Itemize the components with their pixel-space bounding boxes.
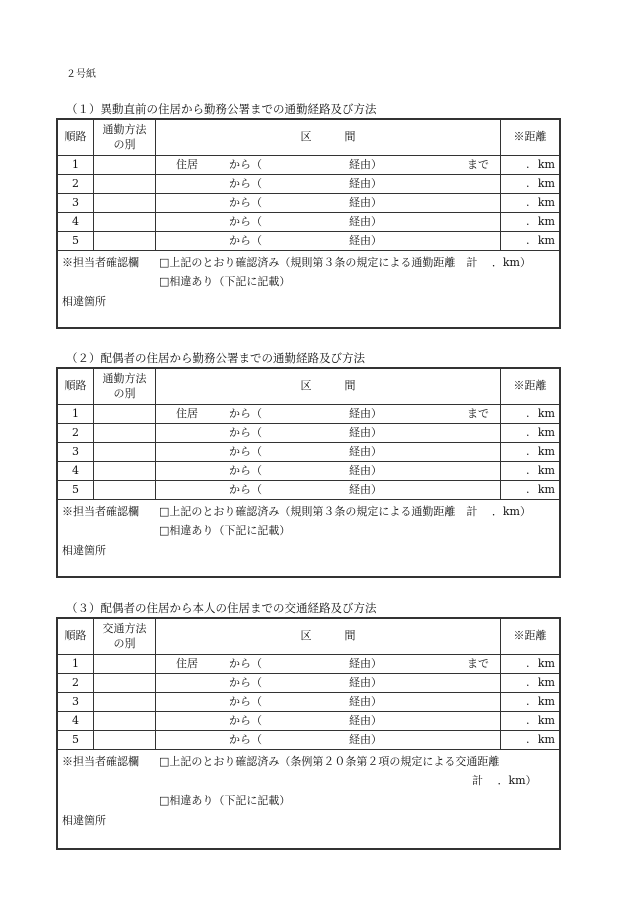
route-number: 1 xyxy=(58,405,94,423)
km-unit: km xyxy=(537,196,555,209)
via-label: 経由） xyxy=(349,426,382,439)
from-label: から（ xyxy=(229,407,262,420)
table-row xyxy=(58,424,559,443)
section-cell[interactable] xyxy=(156,655,501,673)
confirmed-checkbox-line[interactable]: □上記のとおり確認済み（規則第３条の規定による通勤距離 計 ．km） xyxy=(159,256,531,269)
header-method-line1: 通勤方法 xyxy=(102,371,147,385)
header-method xyxy=(94,369,156,404)
confirmation-box xyxy=(58,251,559,327)
from-label: から（ xyxy=(229,695,262,708)
via-label: 経由） xyxy=(349,464,382,477)
section-cell[interactable] xyxy=(156,232,501,250)
method-cell[interactable] xyxy=(94,424,156,442)
table-row xyxy=(58,194,559,213)
confirmation-label: ※担当者確認欄 xyxy=(62,755,139,768)
table-row xyxy=(58,693,559,712)
decimal-point: . xyxy=(526,676,530,689)
header-method xyxy=(94,619,156,654)
section-cell[interactable] xyxy=(156,194,501,212)
km-unit: km xyxy=(537,695,555,708)
form-number: ２号紙 xyxy=(66,69,96,80)
km-unit: km xyxy=(537,483,555,496)
from-label: から（ xyxy=(229,464,262,477)
from-label: から（ xyxy=(229,445,262,458)
table-row xyxy=(58,655,559,674)
section-cell[interactable] xyxy=(156,462,501,480)
residence-label: 住居 xyxy=(176,407,198,420)
method-cell[interactable] xyxy=(94,462,156,480)
method-cell[interactable] xyxy=(94,232,156,250)
difference-location-label: 相違箇所 xyxy=(62,544,106,557)
route-number: 4 xyxy=(58,213,94,231)
distance-cell[interactable] xyxy=(501,731,559,749)
header-route-no: 順路 xyxy=(58,619,94,654)
decimal-point: . xyxy=(526,714,530,727)
decimal-point: . xyxy=(526,215,530,228)
route-number: 5 xyxy=(58,731,94,749)
to-label: まで xyxy=(467,158,489,171)
via-label: 経由） xyxy=(349,657,382,670)
km-unit: km xyxy=(537,158,555,171)
km-unit: km xyxy=(537,464,555,477)
table-header-row xyxy=(58,369,559,405)
table-row xyxy=(58,674,559,693)
route-number: 4 xyxy=(58,462,94,480)
header-method-line1: 交通方法 xyxy=(102,621,147,635)
km-unit: km xyxy=(537,234,555,247)
via-label: 経由） xyxy=(349,714,382,727)
section-title: （２）配偶者の住居から勤務公署までの通勤経路及び方法 xyxy=(66,351,365,365)
km-unit: km xyxy=(537,177,555,190)
header-method-line2: の別 xyxy=(113,137,136,151)
via-label: 経由） xyxy=(349,407,382,420)
distance-cell[interactable] xyxy=(501,194,559,212)
from-label: から（ xyxy=(229,177,262,190)
via-label: 経由） xyxy=(349,215,382,228)
decimal-point: . xyxy=(526,464,530,477)
method-cell[interactable] xyxy=(94,693,156,711)
method-cell[interactable] xyxy=(94,712,156,730)
method-cell[interactable] xyxy=(94,175,156,193)
from-label: から（ xyxy=(229,714,262,727)
decimal-point: . xyxy=(526,234,530,247)
decimal-point: . xyxy=(526,196,530,209)
via-label: 経由） xyxy=(349,177,382,190)
from-label: から（ xyxy=(229,234,262,247)
decimal-point: . xyxy=(526,158,530,171)
table-header-row xyxy=(58,619,559,655)
difference-checkbox-line[interactable]: □相違あり（下記に記載） xyxy=(159,524,291,537)
difference-checkbox-line[interactable]: □相違あり（下記に記載） xyxy=(159,275,291,288)
header-distance: ※距離 xyxy=(513,130,547,144)
from-label: から（ xyxy=(229,483,262,496)
section-cell[interactable] xyxy=(156,175,501,193)
km-unit: km xyxy=(537,445,555,458)
distance-cell[interactable] xyxy=(501,674,559,692)
distance-cell[interactable] xyxy=(501,405,559,423)
header-method-line2: の別 xyxy=(113,386,136,400)
section-cell[interactable] xyxy=(156,424,501,442)
header-method-line1: 通勤方法 xyxy=(102,122,147,136)
route-number: 4 xyxy=(58,712,94,730)
method-cell[interactable] xyxy=(94,405,156,423)
table-row xyxy=(58,213,559,232)
table-row xyxy=(58,443,559,462)
section-cell[interactable] xyxy=(156,443,501,461)
decimal-point: . xyxy=(526,407,530,420)
route-table xyxy=(56,118,561,329)
section-cell[interactable] xyxy=(156,213,501,231)
difference-checkbox-line[interactable]: □相違あり（下記に記載） xyxy=(159,794,291,807)
route-number: 1 xyxy=(58,156,94,174)
header-method-line2: の別 xyxy=(113,636,136,650)
table-row xyxy=(58,731,559,750)
difference-location-label: 相違箇所 xyxy=(62,814,106,827)
distance-cell[interactable] xyxy=(501,655,559,673)
method-cell[interactable] xyxy=(94,481,156,499)
header-method xyxy=(94,120,156,155)
header-route-no: 順路 xyxy=(58,369,94,404)
km-unit: km xyxy=(537,426,555,439)
via-label: 経由） xyxy=(349,676,382,689)
header-section: 区 間 xyxy=(156,619,501,654)
section-title: （１）異動直前の住居から勤務公署までの通勤経路及び方法 xyxy=(66,102,377,116)
distance-cell[interactable] xyxy=(501,424,559,442)
header-section: 区 間 xyxy=(156,120,501,155)
confirmation-box xyxy=(58,750,559,848)
confirmation-label: ※担当者確認欄 xyxy=(62,505,139,518)
via-label: 経由） xyxy=(349,695,382,708)
table-header-row xyxy=(58,120,559,156)
decimal-point: . xyxy=(526,733,530,746)
difference-location-label: 相違箇所 xyxy=(62,295,106,308)
confirmed-checkbox-line[interactable]: □上記のとおり確認済み（条例第２０条第２項の規定による交通距離 xyxy=(159,755,500,768)
distance-cell[interactable] xyxy=(501,156,559,174)
distance-cell[interactable] xyxy=(501,693,559,711)
route-number: 2 xyxy=(58,674,94,692)
section-cell[interactable] xyxy=(156,674,501,692)
to-label: まで xyxy=(467,407,489,420)
from-label: から（ xyxy=(229,733,262,746)
confirmation-box xyxy=(58,500,559,576)
from-label: から（ xyxy=(229,158,262,171)
decimal-point: . xyxy=(526,445,530,458)
route-number: 2 xyxy=(58,175,94,193)
km-unit: km xyxy=(537,714,555,727)
distance-cell[interactable] xyxy=(501,175,559,193)
table-row xyxy=(58,156,559,175)
route-number: 3 xyxy=(58,693,94,711)
header-distance: ※距離 xyxy=(513,379,547,393)
distance-cell[interactable] xyxy=(501,213,559,231)
via-label: 経由） xyxy=(349,196,382,209)
route-number: 3 xyxy=(58,194,94,212)
header-route-no: 順路 xyxy=(58,120,94,155)
distance-cell[interactable] xyxy=(501,232,559,250)
from-label: から（ xyxy=(229,426,262,439)
decimal-point: . xyxy=(526,426,530,439)
from-label: から（ xyxy=(229,676,262,689)
distance-cell[interactable] xyxy=(501,481,559,499)
confirmation-label: ※担当者確認欄 xyxy=(62,256,139,269)
km-unit: km xyxy=(537,657,555,670)
decimal-point: . xyxy=(526,695,530,708)
section-cell[interactable] xyxy=(156,731,501,749)
km-unit: km xyxy=(537,733,555,746)
header-distance: ※距離 xyxy=(513,629,547,643)
to-label: まで xyxy=(467,657,489,670)
from-label: から（ xyxy=(229,657,262,670)
table-row xyxy=(58,175,559,194)
route-number: 2 xyxy=(58,424,94,442)
route-number: 5 xyxy=(58,232,94,250)
km-unit: km xyxy=(537,215,555,228)
km-unit: km xyxy=(537,676,555,689)
method-cell[interactable] xyxy=(94,213,156,231)
table-row xyxy=(58,712,559,731)
km-unit: km xyxy=(537,407,555,420)
route-number: 3 xyxy=(58,443,94,461)
from-label: から（ xyxy=(229,196,262,209)
method-cell[interactable] xyxy=(94,194,156,212)
table-row xyxy=(58,232,559,251)
route-number: 1 xyxy=(58,655,94,673)
via-label: 経由） xyxy=(349,733,382,746)
via-label: 経由） xyxy=(349,234,382,247)
decimal-point: . xyxy=(526,483,530,496)
decimal-point: . xyxy=(526,657,530,670)
section-cell[interactable] xyxy=(156,156,501,174)
method-cell[interactable] xyxy=(94,443,156,461)
section-cell[interactable] xyxy=(156,693,501,711)
via-label: 経由） xyxy=(349,483,382,496)
table-row xyxy=(58,405,559,424)
section-cell[interactable] xyxy=(156,481,501,499)
table-row xyxy=(58,462,559,481)
via-label: 経由） xyxy=(349,158,382,171)
decimal-point: . xyxy=(526,177,530,190)
section-title: （３）配偶者の住居から本人の住居までの交通経路及び方法 xyxy=(66,601,377,615)
route-table xyxy=(56,367,561,578)
from-label: から（ xyxy=(229,215,262,228)
residence-label: 住居 xyxy=(176,657,198,670)
method-cell[interactable] xyxy=(94,674,156,692)
method-cell[interactable] xyxy=(94,731,156,749)
method-cell[interactable] xyxy=(94,156,156,174)
method-cell[interactable] xyxy=(94,655,156,673)
table-row xyxy=(58,481,559,500)
confirmed-checkbox-line[interactable]: □上記のとおり確認済み（規則第３条の規定による通勤距離 計 ．km） xyxy=(159,505,531,518)
confirmed-total-line: 計 ．km） xyxy=(472,774,537,787)
route-number: 5 xyxy=(58,481,94,499)
header-section: 区 間 xyxy=(156,369,501,404)
residence-label: 住居 xyxy=(176,158,198,171)
distance-cell[interactable] xyxy=(501,712,559,730)
distance-cell[interactable] xyxy=(501,443,559,461)
section-cell[interactable] xyxy=(156,405,501,423)
route-table xyxy=(56,617,561,850)
distance-cell[interactable] xyxy=(501,462,559,480)
section-cell[interactable] xyxy=(156,712,501,730)
via-label: 経由） xyxy=(349,445,382,458)
